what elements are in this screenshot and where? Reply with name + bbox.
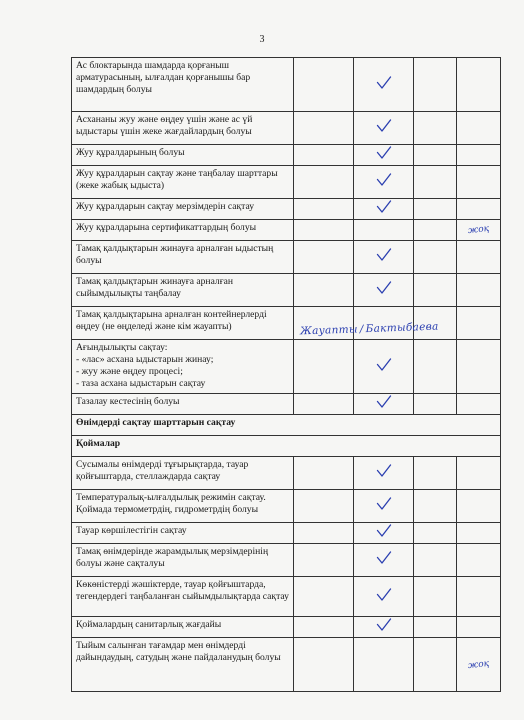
criterion-text: Қоймалардың санитарлық жағдайы [72, 617, 294, 638]
mark-cell-3 [414, 394, 457, 415]
page-number: 3 [259, 34, 265, 45]
table-row [72, 241, 501, 274]
mark-cell-2 [354, 241, 414, 274]
mark-cell-1 [294, 58, 354, 112]
checkmark-icon [376, 618, 392, 632]
mark-cell-1 [294, 544, 354, 577]
table-row [72, 274, 501, 307]
checkmark-icon [376, 119, 392, 133]
criterion-text: Температуралық-ылғалдылық режимін сақтау. Қоймада термометрдің, гидрометрдің болуы [72, 490, 294, 523]
mark-cell-3 [414, 220, 457, 241]
checkmark-icon [376, 200, 392, 214]
mark-cell-2 [354, 638, 414, 692]
table-row [72, 490, 501, 523]
mark-cell-1 [294, 145, 354, 166]
mark-cell-1 [294, 457, 354, 490]
mark-cell-2 [354, 340, 414, 394]
criterion-line: Ағындылықты сақтау: [76, 342, 168, 353]
mark-cell-4 [457, 340, 501, 394]
mark-cell-2 [354, 577, 414, 617]
mark-cell-4 [457, 394, 501, 415]
table-row [72, 220, 501, 241]
mark-cell-3 [414, 457, 457, 490]
mark-cell-2 [354, 58, 414, 112]
mark-cell-3 [414, 544, 457, 577]
handwritten-note: жоқ [467, 658, 490, 671]
mark-cell-3 [414, 199, 457, 220]
checkmark-icon [376, 464, 392, 478]
table-row [72, 544, 501, 577]
section-row [72, 415, 501, 436]
criterion-text: Сусымалы өнімдерді тұғырықтарда, тауар қойғыштарда, стеллаждарда сақтау [72, 457, 294, 490]
mark-cell-3 [414, 638, 457, 692]
criterion-text: Тазалау кестесінің болуы [72, 394, 294, 415]
mark-cell-4 [457, 544, 501, 577]
checkmark-icon [376, 248, 392, 262]
criterion-text: Тамақ қалдықтарын жинауға арналған ыдыстың болуы [72, 241, 294, 274]
table-row [72, 145, 501, 166]
mark-cell-3 [414, 166, 457, 199]
mark-cell-2 [354, 199, 414, 220]
mark-cell-4 [457, 490, 501, 523]
mark-cell-4 [457, 241, 501, 274]
criterion-text: Ас блоктарында шамдарда қорғаныш арматурасының, ылғалдан қорғанышы бар шамдардың болуы [72, 58, 294, 112]
mark-cell-2 [354, 457, 414, 490]
mark-cell-3 [414, 145, 457, 166]
criterion-text: Жуу құралдарын сақтау мерзімдерін сақтау [72, 199, 294, 220]
mark-cell-2 [354, 145, 414, 166]
mark-cell-4 [457, 638, 501, 692]
mark-cell-4 [457, 58, 501, 112]
mark-cell-3 [414, 617, 457, 638]
mark-cell-4 [457, 199, 501, 220]
table-row [72, 199, 501, 220]
table-row [72, 340, 501, 394]
signature-part-1: Жауапты [299, 323, 358, 338]
mark-cell-1 [294, 340, 354, 394]
mark-cell-1 [294, 523, 354, 544]
mark-cell-4 [457, 457, 501, 490]
criterion-line: - жуу және өңдеу процесі; [76, 366, 183, 377]
criterion-text: Көкөністерді жәшіктерде, тауар қойғыштарда, тегендердегі таңбаланған сыйымдылықтарда сақтау [72, 577, 294, 617]
checklist-body [72, 58, 501, 692]
table-row [72, 112, 501, 145]
mark-cell-2 [354, 617, 414, 638]
mark-cell-3 [414, 274, 457, 307]
mark-cell-1 [294, 307, 439, 340]
checkmark-icon [376, 146, 392, 160]
checkmark-icon [376, 524, 392, 538]
checkmark-icon [376, 281, 392, 295]
checkmark-icon [376, 173, 392, 187]
mark-cell-4 [457, 112, 501, 145]
checkmark-icon [376, 497, 392, 511]
section-heading: Қоймалар [72, 436, 501, 457]
table-row [72, 617, 501, 638]
table-row [72, 166, 501, 199]
mark-cell-4 [457, 577, 501, 617]
mark-cell-4 [457, 145, 501, 166]
mark-cell-4 [457, 220, 501, 241]
mark-cell-2 [354, 523, 414, 544]
mark-cell-3 [414, 340, 457, 394]
mark-cell-1 [294, 220, 354, 241]
table-row [72, 577, 501, 617]
mark-cell-1 [294, 638, 354, 692]
mark-cell-1 [294, 241, 354, 274]
checkmark-icon [376, 588, 392, 602]
mark-cell-3 [414, 58, 457, 112]
table-row [72, 58, 501, 112]
checkmark-icon [376, 358, 392, 372]
criterion-text: Асхананы жуу және өңдеу үшін және ас үй ыдыстары үшін жеке жағдайлардың болуы [72, 112, 294, 145]
checkmark-icon [376, 395, 392, 409]
mark-cell-3 [414, 490, 457, 523]
mark-cell-1 [294, 577, 354, 617]
section-heading: Өнімдерді сақтау шарттарын сақтау [72, 415, 501, 436]
mark-cell-4 [457, 166, 501, 199]
mark-cell-1 [294, 490, 354, 523]
mark-cell-3 [414, 577, 457, 617]
mark-cell-1 [294, 617, 354, 638]
criterion-text: Тыйым салынған тағамдар мен өнімдерді дайындаудың, сатудың және пайдаланудың болуы [72, 638, 294, 692]
checkmark-icon [376, 551, 392, 565]
handwritten-note: жоқ [467, 223, 490, 237]
mark-cell-2 [354, 166, 414, 199]
mark-cell-1 [294, 112, 354, 145]
signature-part-2: Бактыбаева [365, 320, 439, 336]
table-row [72, 457, 501, 490]
mark-cell-2 [354, 544, 414, 577]
mark-cell-2 [354, 274, 414, 307]
mark-cell-2 [354, 220, 414, 241]
table-row [72, 307, 501, 340]
criterion-text: Тауар көршілестігін сақтау [72, 523, 294, 544]
table-row [72, 523, 501, 544]
mark-cell-1 [294, 166, 354, 199]
mark-cell-3 [414, 241, 457, 274]
mark-cell-4 [457, 307, 501, 340]
mark-cell-4 [457, 274, 501, 307]
criterion-text: Тамақ қалдықтарына арналған контейнерлерді өңдеу (не өңделеді және кім жауапты) [72, 307, 294, 340]
criterion-text: Жуу құралдарын сақтау және таңбалау шарттары (жеке жабық ыдыста) [72, 166, 294, 199]
criterion-text [72, 340, 294, 394]
criterion-text: Жуу құралдарына сертификаттардың болуы [72, 220, 294, 241]
criterion-text: Жуу құралдарының болуы [72, 145, 294, 166]
criterion-text: Тамақ қалдықтарын жинауға арналған сыйымдылықты таңбалау [72, 274, 294, 307]
checkmark-icon [376, 76, 392, 90]
criterion-line: - таза асхана ыдыстарын сақтау [76, 378, 206, 389]
section-row [72, 436, 501, 457]
mark-cell-2 [354, 394, 414, 415]
mark-cell-1 [294, 199, 354, 220]
mark-cell-2 [354, 490, 414, 523]
mark-cell-3 [414, 112, 457, 145]
signature-separator: / [359, 323, 364, 336]
mark-cell-3 [414, 523, 457, 544]
criterion-line: - «лас» асхана ыдыстарын жинау; [76, 354, 214, 365]
mark-cell-2 [354, 112, 414, 145]
criterion-text: Тамақ өнімдерінде жарамдылық мерзімдерінің болуы және сақталуы [72, 544, 294, 577]
checklist-table [71, 57, 501, 692]
mark-cell-1 [294, 394, 354, 415]
table-row [72, 638, 501, 692]
mark-cell-4 [457, 617, 501, 638]
table-row [72, 394, 501, 415]
mark-cell-4 [457, 523, 501, 544]
mark-cell-1 [294, 274, 354, 307]
